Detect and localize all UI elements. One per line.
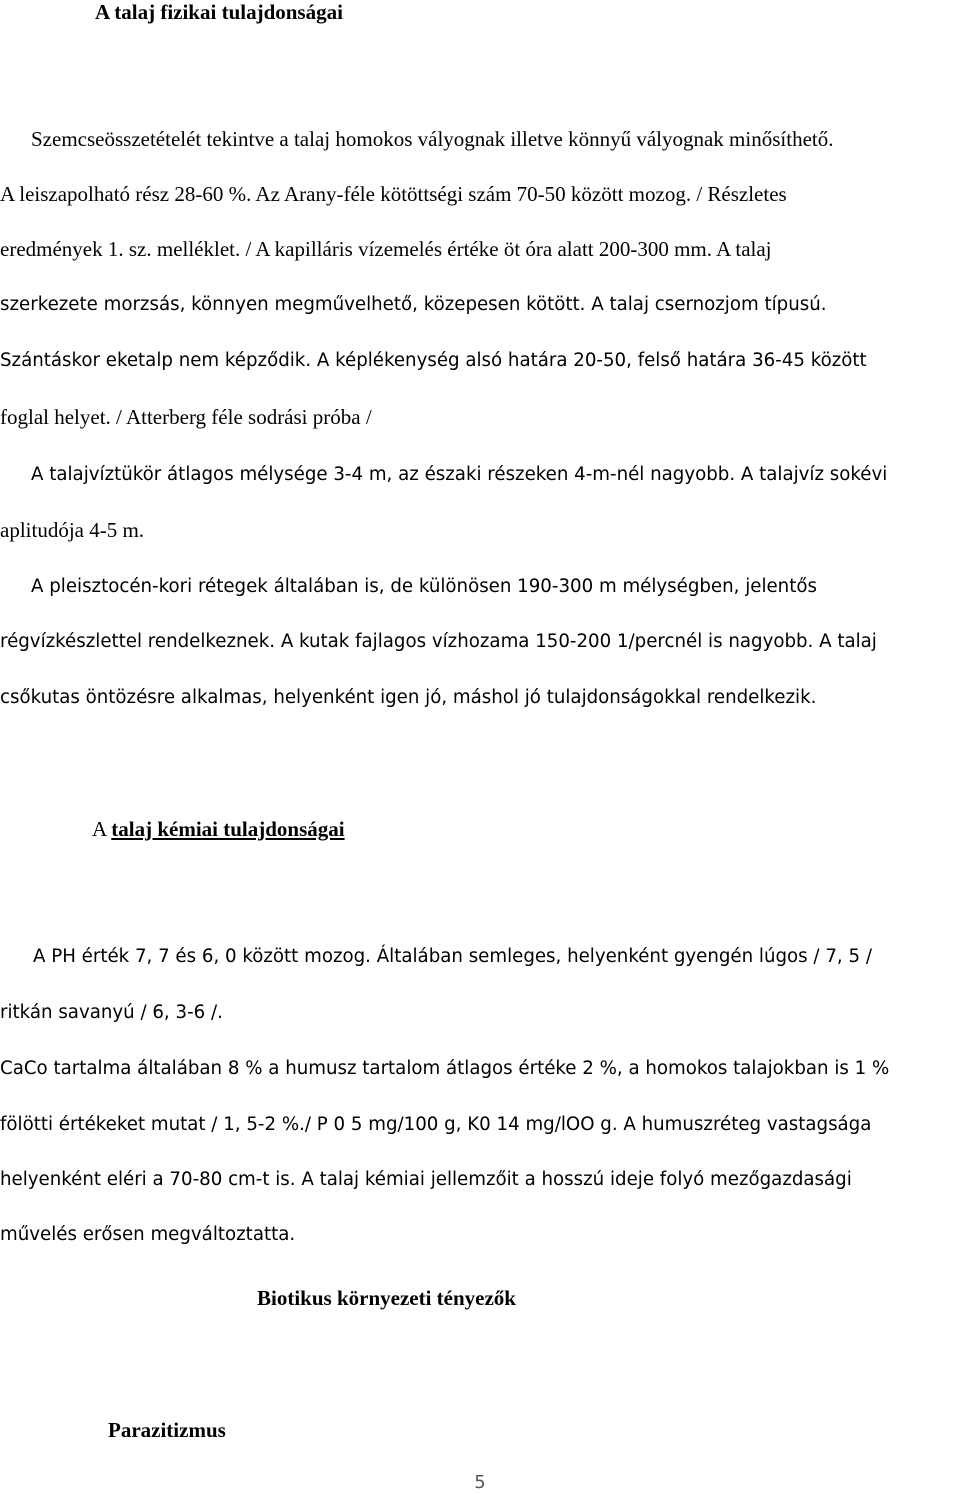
paragraph-line: csőkutas öntözésre alkalmas, helyenként igen jó, máshol jó tulajdonságokkal rendelkezik.	[0, 687, 817, 708]
paragraph-line: fölötti értékeket mutat / 1, 5-2 %./ P 0 5 mg/100 g, K0 14 mg/lOO g. A humuszréteg vastagsága	[0, 1114, 872, 1135]
section-title-biotic: Biotikus környezeti tényezők	[257, 1286, 516, 1310]
section-title-main: talaj kémiai tulajdonságai	[111, 817, 345, 841]
paragraph-line: A leiszapolható rész 28-60 %. Az Arany-féle kötöttségi szám 70-50 között mozog. / Részletes	[0, 182, 787, 206]
section-title-physical: A talaj fizikai tulajdonságai	[95, 0, 343, 24]
paragraph-line: aplitudója 4-5 m.	[0, 518, 145, 542]
paragraph-line: régvízkészlettel rendelkeznek. A kutak fajlagos vízhozama 150-200 1/percnél is nagyobb. A talaj	[0, 631, 877, 652]
paragraph-line: A PH érték 7, 7 és 6, 0 között mozog. Általában semleges, helyenként gyengén lúgos / 7, 5 /	[33, 946, 872, 967]
paragraph-line: eredmények 1. sz. melléklet. / A kapilláris vízemelés értéke öt óra alatt 200-300 mm. A talaj	[0, 237, 772, 261]
paragraph-line: A pleisztocén-kori rétegek általában is, de különösen 190-300 m mélységben, jelentős	[31, 576, 817, 597]
section-title-chemical	[92, 817, 345, 841]
paragraph-line: A talajvíztükör átlagos mélysége 3-4 m, az északi részeken 4-m-nél nagyobb. A talajvíz sokévi	[31, 464, 888, 485]
paragraph-line: művelés erősen megváltoztatta.	[0, 1224, 296, 1245]
paragraph-line: helyenként eléri a 70-80 cm-t is. A talaj kémiai jellemzőit a hosszú ideje folyó mezőgazdasági	[0, 1169, 852, 1190]
paragraph-line: Szántáskor eketalp nem képződik. A képlékenység alsó határa 20-50, felső határa 36-45 között	[0, 350, 867, 371]
paragraph-line: CaCo tartalma általában 8 % a humusz tartalom átlagos értéke 2 %, a homokos talajokban is 1 %	[0, 1058, 890, 1079]
paragraph-line: foglal helyet. / Atterberg féle sodrási próba /	[0, 405, 372, 429]
page-number: 5	[474, 1472, 486, 1493]
paragraph-line: szerkezete morzsás, könnyen megművelhető, közepesen kötött. A talaj csernozjom típusú.	[0, 294, 827, 315]
section-title-prefix: A	[92, 817, 112, 841]
section-title-parasitism: Parazitizmus	[108, 1418, 226, 1442]
paragraph-line: Szemcseösszetételét tekintve a talaj homokos vályognak illetve könnyű vályognak minősíthető.	[31, 127, 834, 151]
paragraph-line: ritkán savanyú / 6, 3-6 /.	[0, 1002, 223, 1023]
